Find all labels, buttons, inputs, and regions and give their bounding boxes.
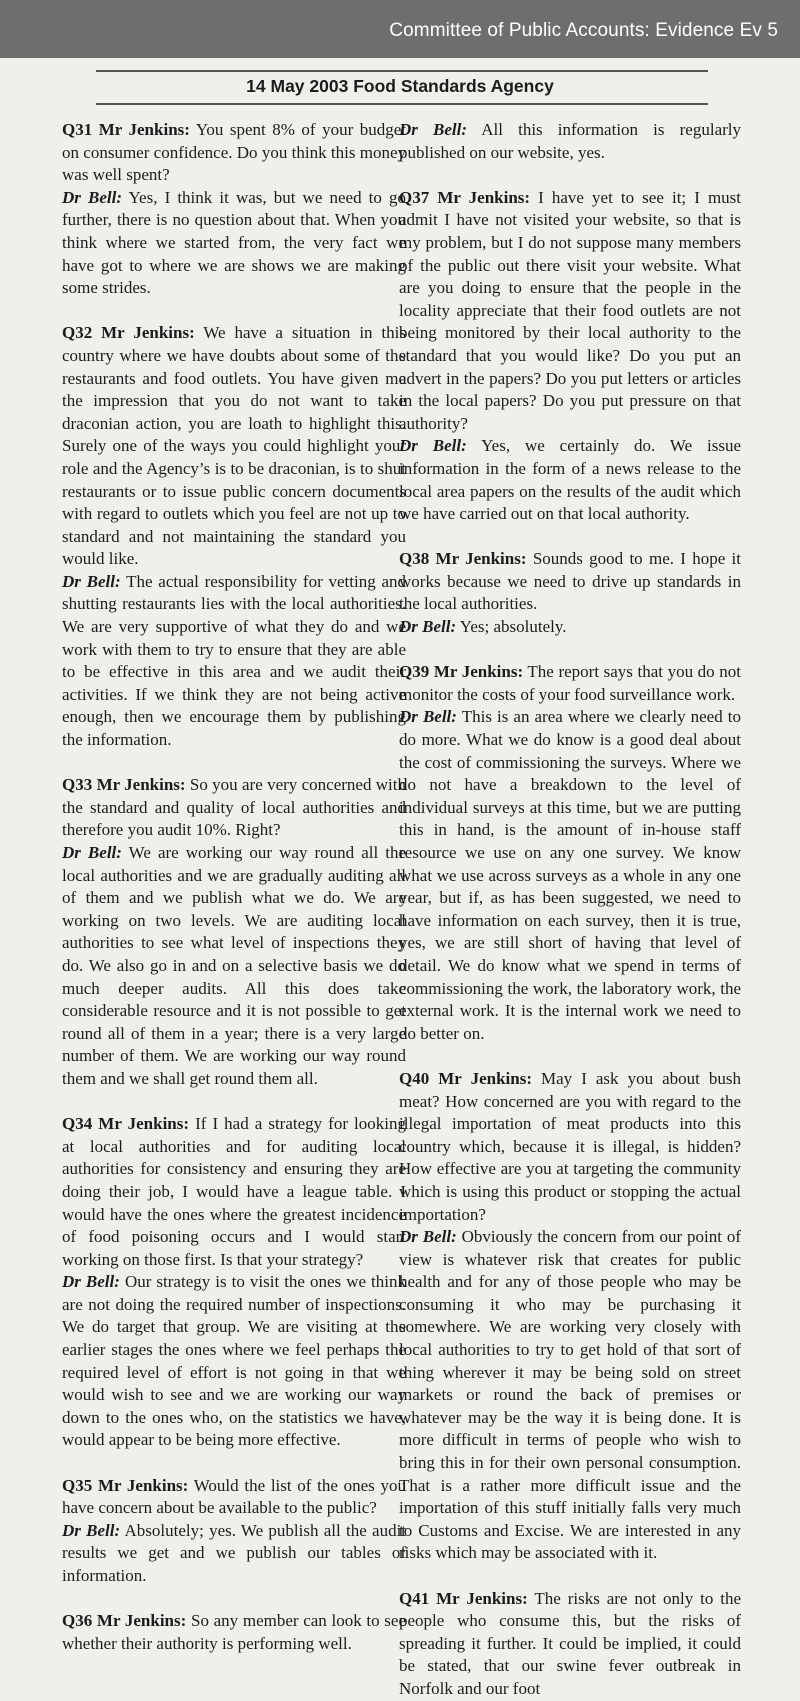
- rule-bottom: [96, 103, 708, 105]
- paragraph-text: Obviously the concern from our point of view is whatever risk that creates for public health and for any of those people who may be consuming it who may be purchasing it somewhere. We are working very closely with local authorities to try to get hold of that sort of thing wherever it may be being sold on street markets or round the back of premises or whatever may be the way it is being done. It is more difficult in terms of people who wish to bring this in for their own personal consumption. That is a rather more difficult issue and the importation of this stuff initially falls very much to Customs and Excise. We are interested in any risks which may be associated with it.: [399, 1227, 742, 1563]
- answer-paragraph: [62, 1520, 406, 1588]
- speaker-name: Mr Jenkins:: [98, 120, 190, 139]
- paragraph-text: The risks are not only to the people who consume this, but the risks of spreading it further. It could be implied, it could be stated, that our swine fever outbreak in Norfolk and our foot: [399, 1588, 742, 1698]
- question-number: Q37: [399, 187, 430, 207]
- question-paragraph: [399, 548, 741, 616]
- header-bar: [0, 0, 800, 58]
- question-paragraph: [62, 774, 406, 842]
- question-paragraph: [62, 1610, 406, 1655]
- paragraph-text: Yes, we certainly do. We issue information in the form of a news release to the local area papers on the results of the audit which we have carried out on that local authority.: [399, 436, 742, 524]
- paragraph-text: So you are very concerned with the standard and quality of local authorities and therefore you audit 10%. Right?: [62, 775, 406, 840]
- paragraph-text: Yes, I think it was, but we need to go further, there is no question about that. When you think where we started from, the very fact we have got to where we are shows we are making some strides.: [62, 187, 407, 298]
- speaker-name: Dr Bell:: [399, 120, 468, 139]
- answer-paragraph: [399, 119, 741, 164]
- question-number: Q35: [62, 1475, 93, 1495]
- question-number: Q40: [399, 1068, 430, 1088]
- paragraph-text: If I had a strategy for looking at local authorities and for auditing local authorities for consistency and ensuring they are doing their job, I would have a league table. I would have the ones where the greatest incidence of food poisoning occurs and I would start working on those first. Is that your strategy?: [62, 1114, 406, 1269]
- answer-paragraph: [62, 1271, 406, 1452]
- paragraph-text: All this information is regularly published on our website, yes.: [399, 120, 742, 162]
- answer-paragraph: [62, 187, 406, 300]
- speaker-name: Dr Bell:: [62, 1272, 120, 1292]
- question-paragraph: [62, 1113, 406, 1271]
- paragraph-text: I have yet to see it; I must admit I have not visited your website, so that is my problem, but I do not suppose many members of the public out there visit your website. What are you doing to ensure that the people in the locality appreciate that their food outlets are not being monitored by their local authority to the standard that you would like? Do you put an advert in the papers? Do you put letters or articles in the local papers? Do you put pressure on that authority?: [399, 187, 742, 433]
- speaker-name: Mr Jenkins:: [437, 187, 531, 207]
- answer-paragraph: [399, 706, 741, 1045]
- paragraph-text: The report says that you do not monitor the costs of your food surveillance work.: [399, 662, 741, 704]
- speaker-name: Mr Jenkins:: [101, 323, 195, 343]
- paragraph-text: So any member can look to see whether their authority is performing well.: [62, 1611, 406, 1653]
- question-number: Q32: [62, 323, 93, 343]
- running-head: Committee of Public Accounts: Evidence Ev 5: [389, 20, 778, 41]
- left-column: [62, 119, 406, 1655]
- question-paragraph: [62, 322, 406, 571]
- paragraph-text: Yes; absolutely.: [459, 617, 567, 637]
- speaker-name: Dr Bell:: [399, 707, 457, 727]
- question-paragraph: [399, 1068, 741, 1226]
- question-number: Q31: [62, 120, 93, 139]
- paragraph-text: Sounds good to me. I hope it works because we need to drive up standards in the local authorities.: [399, 549, 742, 614]
- answer-paragraph: [62, 842, 406, 1091]
- paragraph-text: Our strategy is to visit the ones we think are not doing the required number of inspections. We do target that group. We are visiting at the earlier stages the ones where we feel perhaps the required level of effort is not going in that we would wish to see and we are working our way down to the ones who, on the statistics we have, would appear to be being more effective.: [62, 1272, 406, 1450]
- speaker-name: Dr Bell:: [62, 843, 122, 862]
- paragraph-text: Would the list of the ones you have concern about be available to the public?: [62, 1475, 406, 1518]
- paragraph-text: May I ask you about bush meat? How concerned are you with regard to the illegal importation of meat products into this country which, because it is illegal, is hidden? How effective are you at targeting the community which is using this product or stopping the actual importation?: [399, 1068, 742, 1224]
- question-number: Q41: [399, 1588, 430, 1608]
- paragraph-text: We are working our way round all the local authorities and we are gradually auditing all of them and we publish what we do. We are working on two levels. We are auditing local authorities to see what level of inspections they do. We also go in and on a selective basis we do much deeper audits. All this does take considerable resource and it is not possible to get round all of them in a year; there is a very large number of them. We are working our way round them and we shall get round them all.: [62, 843, 406, 1088]
- paragraph-text: The actual responsibility for vetting and shutting restaurants lies with the local authorities. We are very supportive of what they do and we work with them to try to ensure that they are able to be effective in this area and we audit their activities. If we think they are not being active enough, then we encourage them by publishing the information.: [62, 571, 406, 750]
- speaker-name: Mr Jenkins:: [438, 1068, 532, 1088]
- speaker-name: Dr Bell:: [399, 1227, 457, 1247]
- speaker-name: Mr Jenkins:: [96, 775, 186, 795]
- speaker-name: Mr Jenkins:: [98, 1114, 190, 1134]
- paragraph-text: This is an area where we clearly need to do more. What we do know is a good deal about the cost of commissioning the surveys. Where we do not have a breakdown to the level of individual surveys at this time, but we are putting this in hand, is the amount of in-house staff resource we use on any one survey. We know what we use across surveys as a whole in any one year, but if, as has been suggested, we need to have information on each survey, then it is true, yes, we are still short of having that level of detail. We do know what we spend in terms of commissioning the work, the laboratory work, the external work. It is the internal work we need to do better on.: [399, 707, 741, 1043]
- question-number: Q39: [399, 662, 430, 682]
- right-column: [399, 119, 741, 1701]
- speaker-name: Mr Jenkins:: [97, 1475, 189, 1495]
- speaker-name: Mr Jenkins:: [96, 1611, 187, 1631]
- answer-paragraph: [399, 435, 741, 525]
- speaker-name: Dr Bell:: [62, 187, 122, 207]
- speaker-name: Mr Jenkins:: [435, 549, 527, 569]
- question-number: Q38: [399, 549, 430, 569]
- question-paragraph: [399, 661, 741, 706]
- question-paragraph: [399, 187, 741, 436]
- section-heading: 14 May 2003 Food Standards Agency: [246, 76, 554, 96]
- speaker-name: Dr Bell:: [399, 617, 457, 637]
- speaker-name: Dr Bell:: [62, 1520, 121, 1540]
- question-number: Q33: [62, 775, 93, 795]
- question-paragraph: [62, 1475, 406, 1520]
- paragraph-text: We have a situation in this country where we have doubts about some of the restaurants and food outlets. You have given me the impression that you do not want to take draconian action, you are loath to highlight this. Surely one of the ways you could highlight your role and the Agency’s is to be draconian, is to shut restaurants or to issue public concern documents with regard to outlets which you feel are not up to standard and not maintaining the standard you would like.: [62, 323, 406, 569]
- question-paragraph: [62, 119, 406, 187]
- speaker-name: Dr Bell:: [62, 571, 121, 591]
- paragraph-text: Absolutely; yes. We publish all the audit results we get and we publish our tables of information.: [62, 1520, 407, 1585]
- rule-top: [96, 70, 708, 72]
- speaker-name: Mr Jenkins:: [436, 1588, 528, 1608]
- question-number: Q34: [62, 1114, 93, 1134]
- question-paragraph: [399, 1588, 741, 1701]
- answer-paragraph: [399, 1226, 741, 1565]
- answer-paragraph: [62, 571, 406, 752]
- answer-paragraph: [399, 616, 741, 639]
- paragraph-text: You spent 8% of your budget on consumer confidence. Do you think this money was well spent?: [62, 120, 407, 185]
- speaker-name: Dr Bell:: [399, 436, 467, 456]
- question-number: Q36: [62, 1611, 93, 1631]
- speaker-name: Mr Jenkins:: [433, 662, 524, 682]
